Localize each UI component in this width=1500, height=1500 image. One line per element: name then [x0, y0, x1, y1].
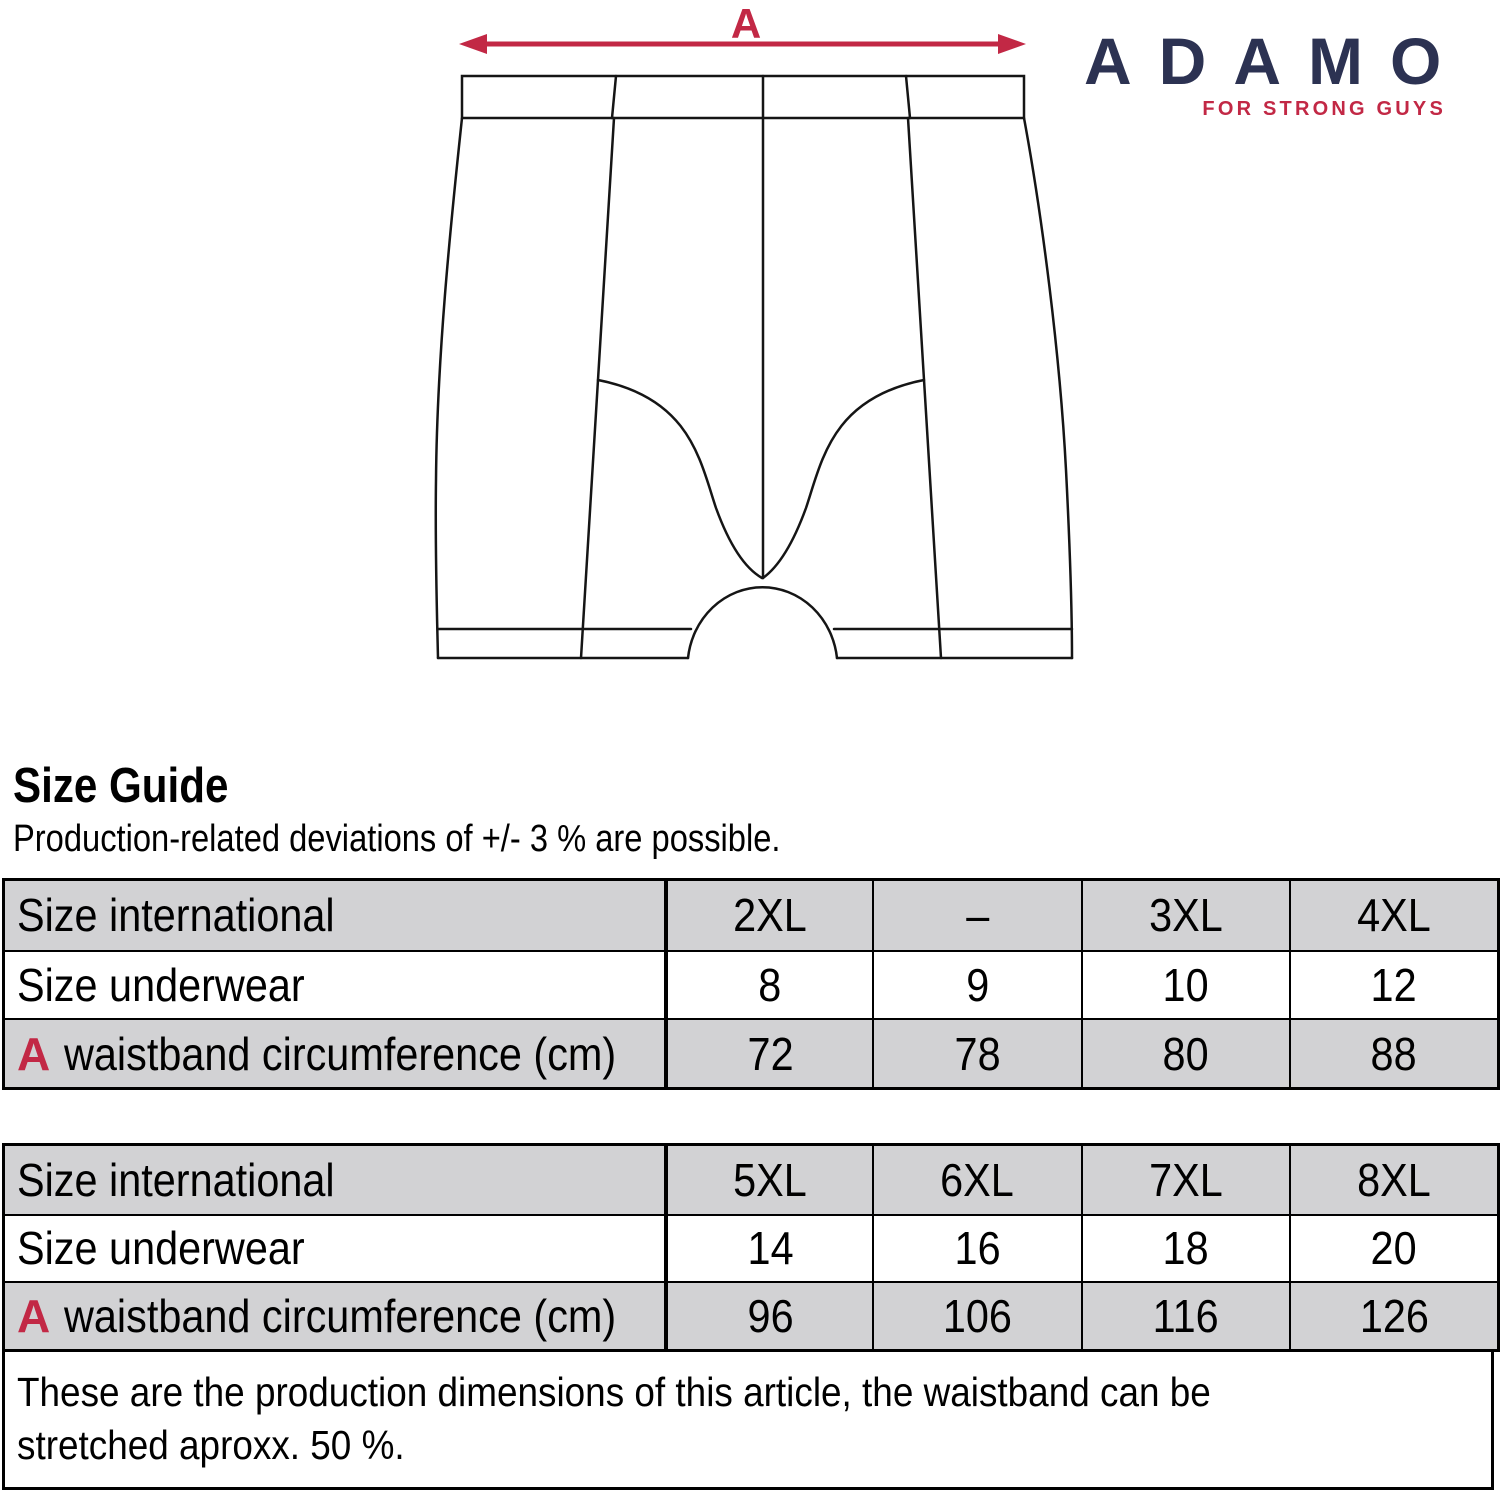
size-underwear-cell: 9 [872, 950, 1080, 1019]
size-underwear-cell: 16 [872, 1214, 1080, 1282]
row-label-size-underwear: Size underwear [5, 950, 664, 1019]
production-note-line: These are the production dimensions of this article, the waistband can be [17, 1369, 1211, 1415]
arrowhead-left [459, 34, 487, 54]
right-outseam [1024, 118, 1072, 658]
size-international-cell: 2XL [664, 881, 872, 950]
row-label-size-international: Size international [5, 1146, 664, 1214]
size-underwear-cell: 20 [1289, 1214, 1497, 1282]
size-international-cell: 8XL [1289, 1146, 1497, 1214]
left-outseam [436, 118, 462, 658]
waistband-circumference-cell: 116 [1081, 1281, 1289, 1349]
size-table-1 [2, 878, 1500, 1090]
size-underwear-cell: 8 [664, 950, 872, 1019]
size-international-cell: 7XL [1081, 1146, 1289, 1214]
waistband-seams [612, 76, 910, 118]
size-underwear-cell: 12 [1289, 950, 1497, 1019]
production-note-line: stretched aproxx. 50 %. [17, 1422, 405, 1468]
waistband-circumference-cell: 96 [664, 1281, 872, 1349]
boxer-shorts-drawing [436, 76, 1072, 658]
waistband-circumference-cell: 106 [872, 1281, 1080, 1349]
size-underwear-cell: 10 [1081, 950, 1289, 1019]
waistband-circumference-cell: 72 [664, 1018, 872, 1087]
size-international-cell: – [872, 881, 1080, 950]
row-label-waistband-circumference: A waistband circumference (cm) [5, 1018, 664, 1087]
crotch-arc [688, 587, 837, 658]
size-international-cell: 4XL [1289, 881, 1497, 950]
dimension-a-key: A [17, 1290, 51, 1343]
arrowhead-right [998, 34, 1026, 54]
size-international-cell: 6XL [872, 1146, 1080, 1214]
row-label-size-underwear: Size underwear [5, 1214, 664, 1282]
waistband-circumference-cell: 126 [1289, 1281, 1497, 1349]
row-label-waistband-circumference: A waistband circumference (cm) [5, 1281, 664, 1349]
deviation-note: Production-related deviations of +/- 3 % are possible. [13, 818, 781, 860]
waistband-circumference-cell: 80 [1081, 1018, 1289, 1087]
dimension-a-key: A [17, 1027, 51, 1080]
row-label-size-international: Size international [5, 881, 664, 950]
left-leg-opening-curve [598, 380, 762, 578]
brand-name: ADAMO [1084, 24, 1469, 98]
right-leg-opening-curve [763, 380, 924, 578]
brand-tagline: FOR STRONG GUYS [1202, 98, 1446, 120]
waistband [462, 76, 1024, 118]
waistband-circumference-cell: 78 [872, 1018, 1080, 1087]
dimension-a-label: A [730, 0, 762, 47]
page-title: Size Guide [13, 759, 229, 813]
size-underwear-cell: 14 [664, 1214, 872, 1282]
size-international-cell: 5XL [664, 1146, 872, 1214]
brand-logo [1084, 24, 1469, 121]
size-international-cell: 3XL [1081, 881, 1289, 950]
production-note [2, 1349, 1494, 1490]
size-table-2 [2, 1143, 1500, 1352]
size-underwear-cell: 18 [1081, 1214, 1289, 1282]
waistband-circumference-cell: 88 [1289, 1018, 1497, 1087]
